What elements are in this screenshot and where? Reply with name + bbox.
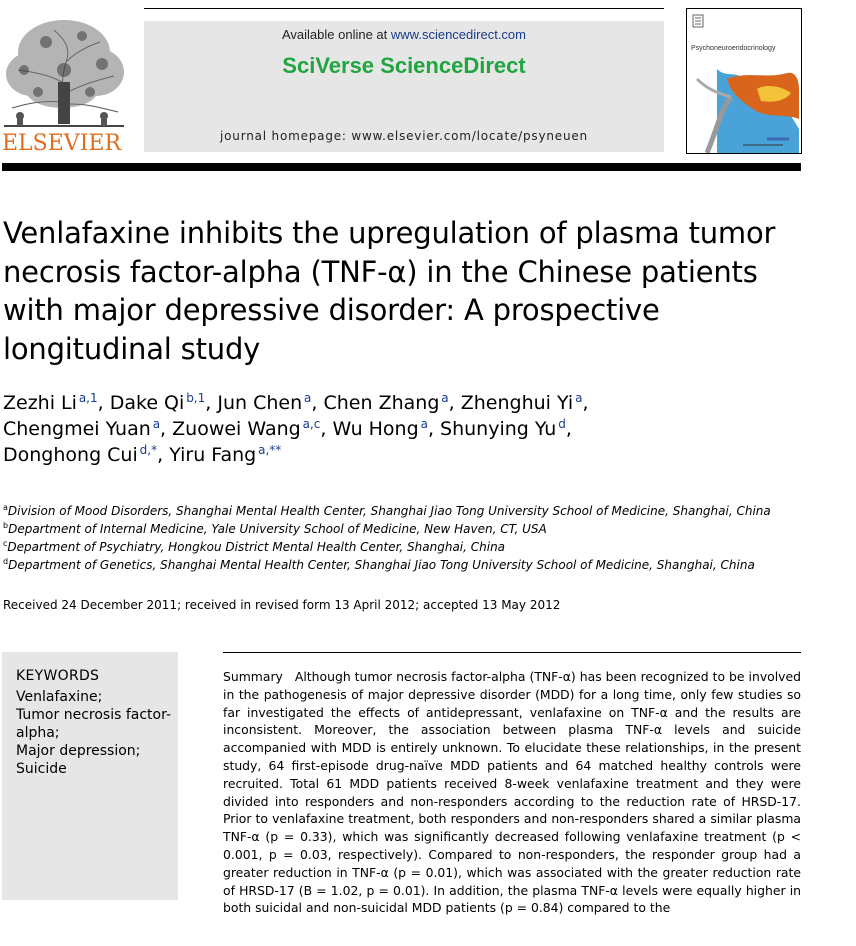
author[interactable] (172, 418, 332, 440)
affiliation-key: c (3, 539, 8, 548)
author-affil-ref[interactable]: a (304, 391, 312, 405)
author-name: Shunying Yu (440, 418, 557, 440)
sciverse-brand: SciVerse ScienceDirect (282, 53, 526, 78)
summary-text: Although tumor necrosis factor-alpha (TNF-α) has been recognized to be involved in the pathogenesis of major depressive disorder (MDD) for a long time, only few studies so far investigated the effects of antidepressant, venlafaxine on TNF-α and the results are inconsistent. Moreover, the association between plasma TNF-α levels and suicide accompanied with MDD is entirely unknown. To elucidate these relationships, in the present study, 64 first-episode drug-naïve MDD patients and 64 matched healthy controls were recruited. Total 61 MDD patients received 8-week venlafaxine treatment and they were divided into responders and non-responders according to the reduction rate of HRSD-17. Prior to venlafaxine treatment, both responders and non-responders shared a similar plasma TNF-α (p = 0.33), which was significantly decreased following venlafaxine treatment (p < 0.001, p = 0.03, respectively). Compared to non-responders, the responder group had a greater reduction in TNF-α (p = 0.01), which was associated with the greater reduction rate of HRSD-17 (B = 1.02, p = 0.01). In addition, the plasma TNF-α levels were equally higher in both suicidal and non-suicidal MDD patients (p = 0.84) compared to the (223, 669, 801, 916)
affiliation (3, 520, 833, 538)
affiliation-key: d (3, 557, 9, 566)
header-bottom-rule (2, 163, 801, 171)
author-name: Wu Hong (332, 418, 419, 440)
cover-journal-title: Psychoneuroendocrinology (691, 45, 776, 52)
keyword-item: Venlafaxine; (16, 689, 103, 705)
author[interactable] (324, 392, 461, 414)
author-name: Zezhi Li (3, 392, 77, 414)
author[interactable] (440, 418, 572, 440)
author-separator: , (205, 392, 218, 414)
keywords-heading: KEYWORDS (16, 668, 100, 684)
author[interactable] (461, 392, 589, 414)
author-affil-ref[interactable]: d (558, 417, 566, 431)
affiliation-key: b (3, 521, 9, 530)
received-dates: Received 24 December 2011; received in revised form 13 April 2012; accepted 13 May 2012 (3, 598, 561, 612)
author-separator: , (427, 418, 441, 440)
author-affil-ref[interactable]: a,c (302, 417, 321, 431)
author-separator: , (311, 392, 324, 414)
elsevier-tree-icon (2, 12, 126, 130)
author-name: Dake Qi (109, 392, 185, 414)
elsevier-logo (2, 12, 126, 154)
author-affil-ref[interactable]: d,* (139, 443, 158, 457)
author[interactable] (3, 418, 172, 440)
author[interactable] (3, 444, 169, 466)
cover-art-icon (687, 9, 801, 153)
journal-cover (686, 8, 802, 154)
affiliation-text: Department of Internal Medicine, Yale University School of Medicine, New Haven, CT, USA (8, 522, 547, 536)
author-separator: , (448, 392, 461, 414)
author[interactable] (3, 392, 110, 414)
author[interactable] (332, 418, 440, 440)
author-name: Chengmei Yuan (3, 418, 151, 440)
author-separator: , (160, 418, 173, 440)
keyword-item: Major depression; (16, 743, 141, 759)
affiliation (3, 502, 833, 520)
author-affil-ref[interactable]: a (441, 391, 449, 405)
author-name: Donghong Cui (3, 444, 138, 466)
journal-homepage[interactable]: journal homepage: www.elsevier.com/locate/psyneuen (220, 129, 588, 143)
keywords-box (2, 652, 178, 900)
keyword-item: Tumor necrosis factor-alpha; (16, 707, 172, 741)
publisher-wordmark: ELSEVIER (2, 131, 122, 156)
header-top-rule (144, 8, 664, 9)
author-separator: , (97, 392, 110, 414)
keyword-item: Suicide (16, 761, 67, 777)
author-affil-ref[interactable]: a (152, 417, 161, 431)
author-name: Zhenghui Yi (460, 392, 574, 414)
affiliations (3, 502, 833, 574)
affiliation-text: Department of Psychiatry, Hongkou District Mental Health Center, Shanghai, China (7, 540, 506, 554)
author-name: Yiru Fang (169, 444, 257, 466)
sciencedirect-link[interactable]: www.sciencedirect.com (390, 27, 526, 42)
author-affil-ref[interactable]: a (575, 391, 583, 405)
author-name: Zuowei Wang (172, 418, 301, 440)
author-name: Chen Zhang (323, 392, 440, 414)
affiliation-text: Division of Mood Disorders, Shanghai Mental Health Center, Shanghai Jiao Tong University School of Medicine, Shanghai, China (7, 504, 771, 518)
author-name: Jun Chen (217, 392, 303, 414)
available-online (144, 27, 664, 42)
author-affil-ref[interactable]: a (420, 417, 428, 431)
affiliation (3, 538, 833, 556)
author[interactable] (217, 392, 323, 414)
summary-top-rule (223, 652, 801, 653)
author-separator: , (157, 444, 170, 466)
article-title: Venlafaxine inhibits the upregulation of plasma tumor necrosis factor-alpha (TNF-α) in the Chinese patients with major depressive disorder: A prospective longitudinal study (3, 216, 776, 366)
journal-banner (144, 21, 664, 152)
abstract-summary (223, 668, 801, 917)
keywords-list (16, 688, 172, 778)
author[interactable] (110, 392, 218, 414)
summary-label: Summary (223, 669, 283, 684)
affiliation (3, 556, 833, 574)
author-affil-ref[interactable]: a,1 (78, 391, 98, 405)
author-separator: , (582, 392, 589, 414)
affiliation-text: Department of Genetics, Shanghai Mental Health Center, Shanghai Jiao Tong University School of Medicine, Shanghai, China (8, 558, 755, 572)
author-separator: , (565, 418, 572, 440)
author[interactable] (169, 444, 281, 466)
author-list (3, 390, 813, 468)
author-affil-ref[interactable]: a,** (258, 443, 282, 457)
available-prefix: Available online at (281, 27, 391, 42)
affiliation-key: a (3, 503, 8, 512)
author-separator: , (320, 418, 333, 440)
author-affil-ref[interactable]: b,1 (186, 391, 206, 405)
